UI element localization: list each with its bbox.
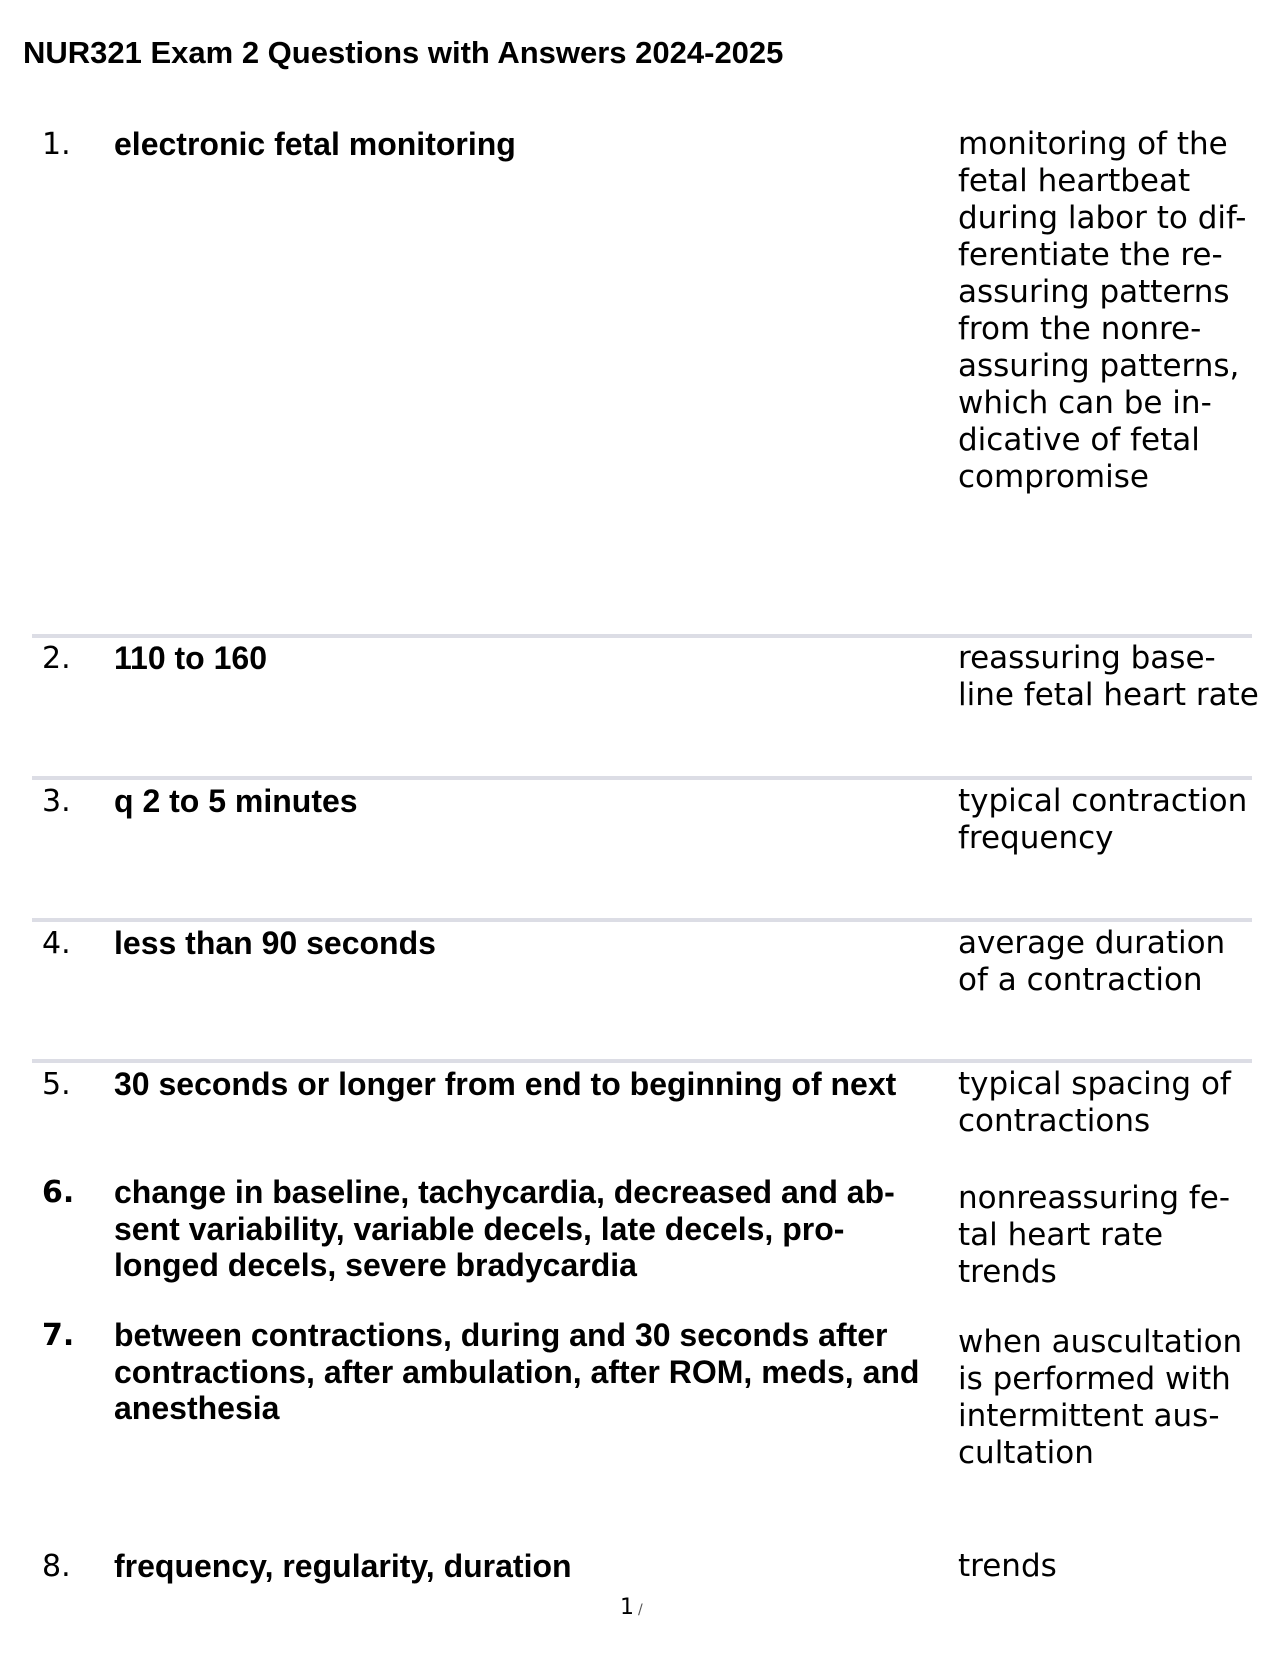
item-definition: reassuring base- line fetal heart rate [958,640,1259,713]
row-divider [32,634,1252,638]
page-number: 1 [620,1595,634,1620]
row-divider [32,776,1252,780]
item-number: 8. [42,1549,71,1584]
item-term: 30 seconds or longer from end to beginning of next [114,1066,897,1102]
item-number: 1. [42,127,71,162]
item-definition: trends [958,1548,1057,1584]
item-definition: monitoring of the fetal heartbeat during labor to dif- ferentiate the re- assuring patterns from the nonre- assuring patterns, which can be in- dicative of fetal compromise [958,126,1247,495]
item-definition: nonreassuring fe- tal heart rate trends [958,1180,1231,1290]
item-definition: typical contraction frequency [958,783,1248,856]
item-number: 5. [42,1067,71,1102]
item-number: 4. [42,926,71,961]
item-number: 3. [42,784,71,819]
item-definition: typical spacing of contractions [958,1066,1231,1139]
row-divider [32,918,1252,922]
item-term: 110 to 160 [114,640,267,676]
item-term: less than 90 seconds [114,925,436,961]
item-number: 7. [42,1318,75,1353]
item-number: 2. [42,641,71,676]
item-definition: average duration of a contraction [958,925,1226,998]
page-separator: / [638,1602,643,1618]
item-term: electronic fetal monitoring [114,126,516,162]
item-term: frequency, regularity, duration [114,1548,572,1584]
item-term: change in baseline, tachycardia, decreased and ab- sent variability, variable decels, late decels, pro- longed decels, severe bradycardia [114,1174,895,1283]
row-divider [32,1059,1252,1063]
item-number: 6. [42,1175,75,1210]
page-footer [620,1593,643,1625]
item-term: between contractions, during and 30 seconds after contractions, after ambulation, after ROM, meds, and anesthesia [114,1317,920,1426]
document-title: NUR321 Exam 2 Questions with Answers 2024-2025 [23,35,784,70]
item-definition: when auscultation is performed with intermittent aus- cultation [958,1324,1243,1471]
item-term: q 2 to 5 minutes [114,783,358,819]
